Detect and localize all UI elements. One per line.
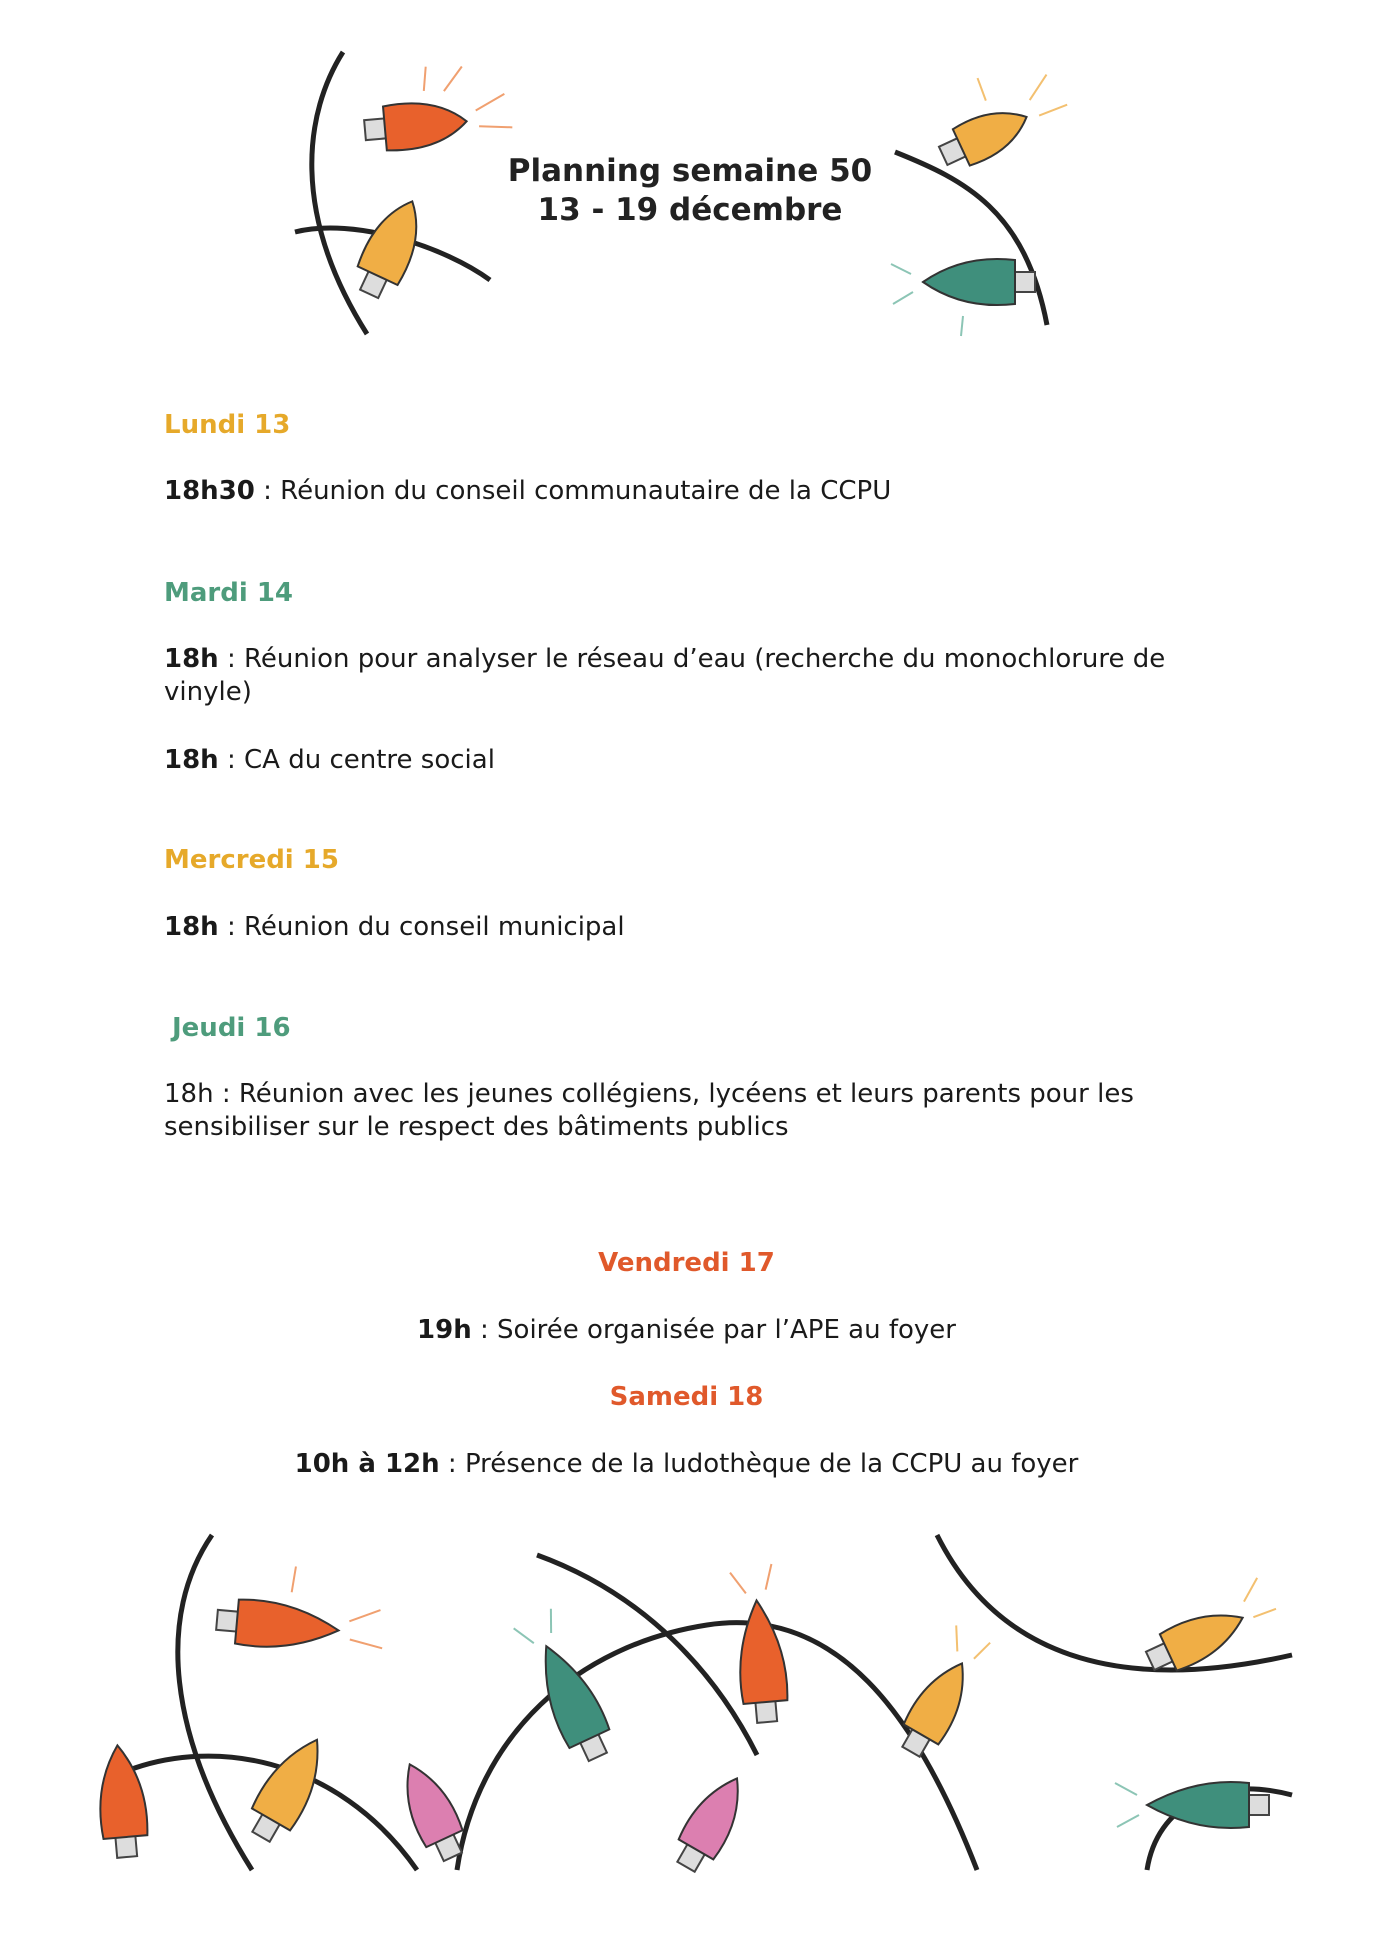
event-item bbox=[164, 744, 1214, 777]
event-item bbox=[164, 643, 1224, 709]
bulb-orange-icon bbox=[730, 1564, 791, 1725]
event-text: Réunion pour analyser le réseau d’eau (recherche du monochlorure de vinyle) bbox=[164, 644, 1166, 707]
event-separator: : bbox=[213, 1079, 239, 1109]
bulb-yellow-icon bbox=[1138, 1576, 1283, 1680]
event-time: 10h à 12h bbox=[294, 1449, 440, 1479]
event-time: 19h bbox=[417, 1315, 472, 1345]
event-text: Soirée organisée par l’APE au foyer bbox=[497, 1315, 956, 1345]
lights-illustration-footer bbox=[117, 1535, 1292, 1870]
title-week: Planning semaine 50 bbox=[507, 153, 873, 189]
event-separator: : bbox=[218, 745, 244, 775]
day-heading-samedi: Samedi 18 bbox=[609, 1382, 764, 1412]
event-time: 18h bbox=[164, 1079, 214, 1109]
event-text: Présence de la ludothèque de la CCPU au foyer bbox=[464, 1449, 1079, 1479]
lights-illustration-right bbox=[895, 60, 1065, 330]
bulb-yellow-icon bbox=[348, 192, 433, 304]
bulb-orange-icon bbox=[215, 1560, 389, 1657]
day-heading-mardi: Mardi 14 bbox=[164, 578, 293, 608]
day-heading-vendredi: Vendredi 17 bbox=[598, 1248, 775, 1278]
event-text: Réunion avec les jeunes collégiens, lycéens et leurs parents pour les sensibiliser sur le respect des bâtiments publics bbox=[164, 1079, 1134, 1142]
event-separator: : bbox=[218, 644, 244, 674]
day-heading-lundi: Lundi 13 bbox=[164, 410, 291, 440]
title-dates: 13 - 19 décembre bbox=[537, 192, 843, 228]
event-item bbox=[164, 475, 1214, 508]
page-title bbox=[470, 152, 910, 230]
event-item bbox=[0, 1314, 1373, 1347]
day-heading-mercredi: Mercredi 15 bbox=[164, 845, 339, 875]
bulb-teal-icon bbox=[1115, 1782, 1269, 1828]
event-time: 18h bbox=[164, 912, 219, 942]
lights-illustration-left bbox=[295, 52, 495, 332]
event-separator: : bbox=[471, 1315, 498, 1345]
event-time: 18h30 bbox=[164, 476, 255, 506]
bulb-yellow-icon bbox=[890, 1624, 996, 1763]
bulb-yellow-icon bbox=[920, 48, 1074, 175]
event-time: 18h bbox=[164, 745, 219, 775]
bulb-teal-icon bbox=[891, 259, 1035, 336]
event-text: CA du centre social bbox=[244, 745, 495, 775]
event-text: Réunion du conseil municipal bbox=[244, 912, 625, 942]
event-item bbox=[164, 1078, 1184, 1144]
bulb-pink-icon bbox=[668, 1768, 756, 1877]
event-time: 18h bbox=[164, 644, 219, 674]
event-separator: : bbox=[254, 476, 281, 506]
event-text: Réunion du conseil communautaire de la CCPU bbox=[280, 476, 892, 506]
event-item bbox=[0, 1448, 1373, 1481]
event-separator: : bbox=[218, 912, 244, 942]
event-item bbox=[164, 911, 1214, 944]
bulb-yellow-icon bbox=[241, 1728, 337, 1848]
bulb-orange-icon bbox=[360, 60, 514, 154]
bulb-orange-icon bbox=[94, 1743, 150, 1859]
bulb-teal-icon bbox=[512, 1607, 619, 1766]
day-heading-jeudi: Jeudi 16 bbox=[172, 1013, 291, 1043]
event-separator: : bbox=[439, 1449, 465, 1479]
